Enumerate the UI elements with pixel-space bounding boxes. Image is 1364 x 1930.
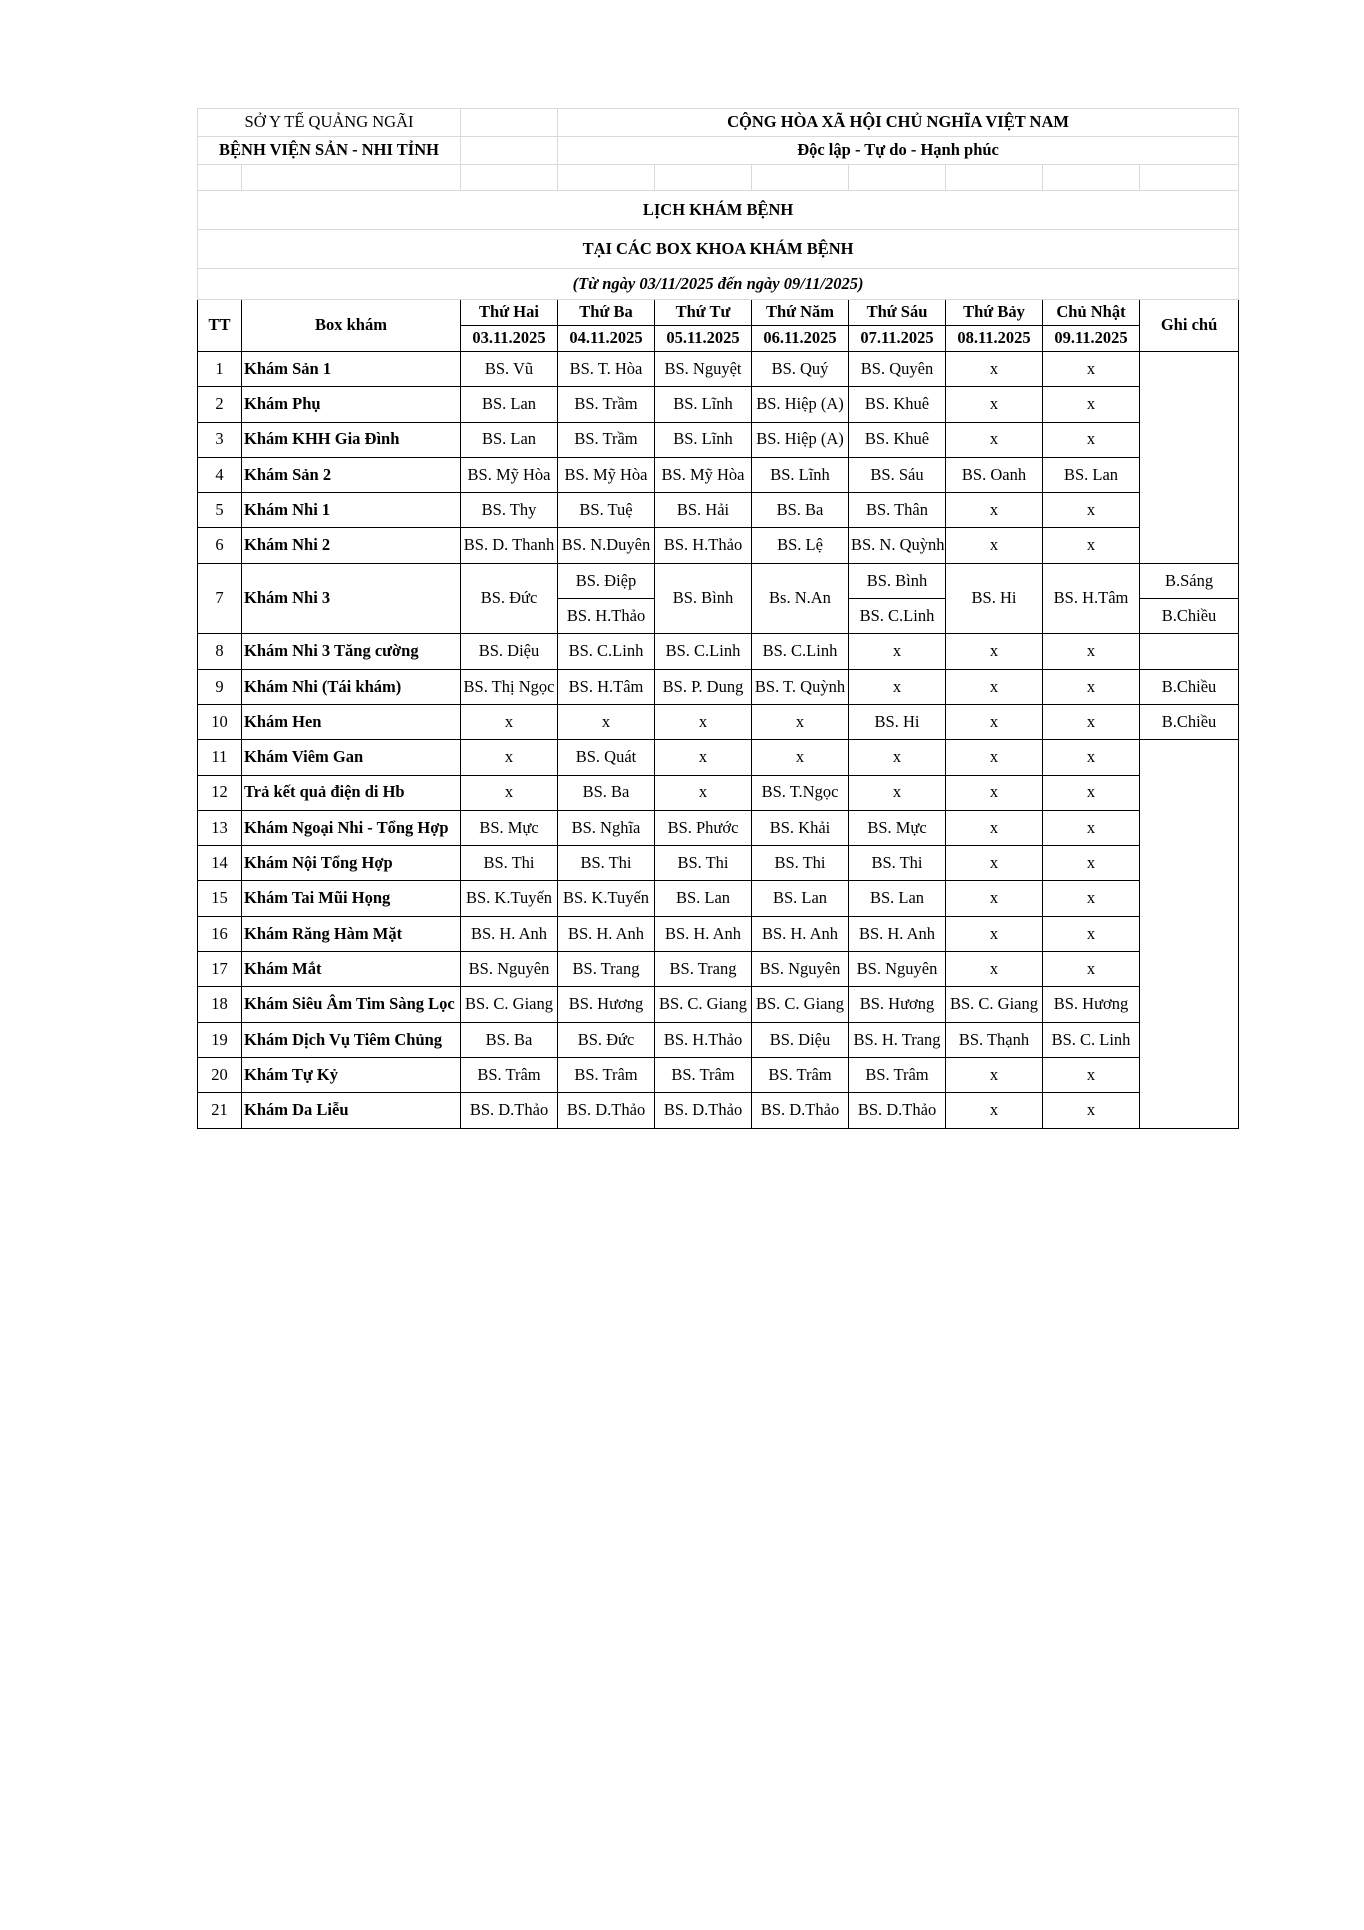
header-row-2	[198, 137, 1239, 165]
doctor-cell: x	[946, 669, 1043, 704]
national-motto: CỘNG HÒA XÃ HỘI CHỦ NGHĨA VIỆT NAM	[558, 109, 1239, 137]
table-row	[198, 1022, 1239, 1057]
doctor-cell: x	[946, 634, 1043, 669]
row-number: 9	[198, 669, 242, 704]
box-name: Khám Phụ	[242, 387, 461, 422]
doctor-cell: BS. Tuệ	[558, 493, 655, 528]
doctor-cell: BS. Quý	[752, 352, 849, 387]
row-number: 2	[198, 387, 242, 422]
col-header-box: Box khám	[242, 300, 461, 352]
doctor-cell: x	[1043, 952, 1140, 987]
doctor-cell: BS. D.Thảo	[849, 1093, 946, 1128]
box-name: Khám Hen	[242, 704, 461, 739]
note-cell	[1140, 1057, 1239, 1092]
doctor-cell: x	[1043, 846, 1140, 881]
col-header-day-date: 09.11.2025	[1043, 326, 1140, 352]
doctor-cell: BS. H.Thảo	[655, 528, 752, 563]
doctor-cell: BS. Phước	[655, 810, 752, 845]
doctor-cell: x	[461, 740, 558, 775]
col-header-day-name: Thứ Tư	[655, 300, 752, 326]
row-number: 5	[198, 493, 242, 528]
box-name: Khám Dịch Vụ Tiêm Chủng	[242, 1022, 461, 1057]
table-row	[198, 352, 1239, 387]
doctor-cell: x	[946, 352, 1043, 387]
note-cell: B.Chiều	[1140, 704, 1239, 739]
doctor-cell: BS. Thy	[461, 493, 558, 528]
doctor-cell: Bs. N.An	[752, 563, 849, 634]
table-row	[198, 846, 1239, 881]
doctor-cell: x	[461, 704, 558, 739]
doctor-cell: BS. Thị Ngọc	[461, 669, 558, 704]
row-number: 15	[198, 881, 242, 916]
doctor-cell: BS. Lan	[461, 387, 558, 422]
doctor-cell: BS. Ba	[558, 775, 655, 810]
col-header-note: Ghi chú	[1140, 300, 1239, 352]
doctor-cell: BS. Hiệp (A)	[752, 422, 849, 457]
doctor-cell: BS. Vũ	[461, 352, 558, 387]
doctor-cell: BS. N. Quỳnh	[849, 528, 946, 563]
doctor-cell: BS. Thi	[461, 846, 558, 881]
table-row	[198, 704, 1239, 739]
doctor-cell: BS. Ba	[752, 493, 849, 528]
col-header-day-date: 05.11.2025	[655, 326, 752, 352]
box-name: Khám Nhi 1	[242, 493, 461, 528]
doctor-cell: BS. D.Thảo	[655, 1093, 752, 1128]
doctor-cell: BS. Nguyên	[461, 952, 558, 987]
doctor-cell: x	[946, 422, 1043, 457]
doctor-cell: BS. Diệu	[461, 634, 558, 669]
doctor-cell: x	[946, 1057, 1043, 1092]
org-hospital: BỆNH VIỆN SẢN - NHI TỈNH	[198, 137, 461, 165]
table-row	[198, 669, 1239, 704]
note-cell	[1140, 740, 1239, 775]
row-number: 19	[198, 1022, 242, 1057]
row-number: 1	[198, 352, 242, 387]
doctor-cell: BS. Đức	[558, 1022, 655, 1057]
doctor-cell: BS. Lan	[752, 881, 849, 916]
doctor-cell-morning: BS. Điệp	[558, 563, 655, 598]
doctor-cell: BS. Sáu	[849, 457, 946, 492]
doctor-cell: x	[946, 1093, 1043, 1128]
doctor-cell: x	[1043, 422, 1140, 457]
doctor-cell: BS. C.Linh	[655, 634, 752, 669]
doctor-cell: BS. H. Anh	[849, 916, 946, 951]
header-row-1	[198, 109, 1239, 137]
schedule-sheet	[197, 108, 1239, 1129]
col-header-day-date: 06.11.2025	[752, 326, 849, 352]
doctor-cell: BS. Bình	[655, 563, 752, 634]
doctor-cell: BS. Khuê	[849, 422, 946, 457]
doctor-cell: BS. H. Anh	[461, 916, 558, 951]
table-row	[198, 528, 1239, 563]
col-header-day-name: Thứ Sáu	[849, 300, 946, 326]
table-row	[198, 810, 1239, 845]
note-cell	[1140, 1022, 1239, 1057]
doctor-cell: x	[558, 704, 655, 739]
doctor-cell: BS. H. Anh	[655, 916, 752, 951]
doctor-cell: BS. Trang	[558, 952, 655, 987]
table-row	[198, 493, 1239, 528]
row-number: 14	[198, 846, 242, 881]
doctor-cell: BS. Mỹ Hòa	[655, 457, 752, 492]
doctor-cell: x	[752, 704, 849, 739]
box-name: Trả kết quả điện di Hb	[242, 775, 461, 810]
box-name: Khám Da Liễu	[242, 1093, 461, 1128]
doctor-cell: BS. Thi	[655, 846, 752, 881]
doctor-cell: BS. Mỹ Hòa	[461, 457, 558, 492]
doctor-cell: BS. Trâm	[558, 1057, 655, 1092]
doctor-cell: x	[461, 775, 558, 810]
doctor-cell: x	[1043, 528, 1140, 563]
row-number: 7	[198, 563, 242, 634]
doctor-cell: BS. Diệu	[752, 1022, 849, 1057]
col-header-day-name: Chủ Nhật	[1043, 300, 1140, 326]
doctor-cell: BS. Nguyên	[752, 952, 849, 987]
doctor-cell: BS. Thạnh	[946, 1022, 1043, 1057]
spacer-row	[198, 165, 1239, 191]
doctor-cell: BS. Trầm	[558, 387, 655, 422]
box-name: Khám Nội Tổng Hợp	[242, 846, 461, 881]
doctor-cell: BS. P. Dung	[655, 669, 752, 704]
doctor-cell: BS. Hiệp (A)	[752, 387, 849, 422]
note-cell	[1140, 916, 1239, 951]
col-header-day-name: Thứ Hai	[461, 300, 558, 326]
doctor-cell: BS. Lan	[461, 422, 558, 457]
doctor-cell: BS. T. Quỳnh	[752, 669, 849, 704]
note-cell	[1140, 1093, 1239, 1128]
box-name: Khám Nhi 3	[242, 563, 461, 634]
note-cell	[1140, 881, 1239, 916]
doctor-cell: x	[946, 528, 1043, 563]
org-department: SỞ Y TẾ QUẢNG NGÃI	[198, 109, 461, 137]
doctor-cell: BS. Trâm	[752, 1057, 849, 1092]
doctor-cell: BS. D.Thảo	[558, 1093, 655, 1128]
doctor-cell: BS. Lĩnh	[655, 387, 752, 422]
row-number: 16	[198, 916, 242, 951]
box-name: Khám Nhi 2	[242, 528, 461, 563]
doctor-cell: BS. H.Tâm	[1043, 563, 1140, 634]
table-row	[198, 740, 1239, 775]
doctor-cell: x	[849, 669, 946, 704]
doctor-cell: BS. Trâm	[655, 1057, 752, 1092]
doctor-cell: x	[1043, 1093, 1140, 1128]
page-title: LỊCH KHÁM BỆNH	[198, 191, 1239, 230]
doctor-cell: BS. C. Giang	[946, 987, 1043, 1022]
doctor-cell: BS. Hải	[655, 493, 752, 528]
table-row	[198, 457, 1239, 492]
national-slogan: Độc lập - Tự do - Hạnh phúc	[558, 137, 1239, 165]
box-name: Khám Sản 1	[242, 352, 461, 387]
doctor-cell: BS. H. Trang	[849, 1022, 946, 1057]
doctor-cell: x	[849, 740, 946, 775]
box-name: Khám Viêm Gan	[242, 740, 461, 775]
doctor-cell: BS. C.Linh	[752, 634, 849, 669]
doctor-cell: BS. Lan	[1043, 457, 1140, 492]
box-name: Khám Tai Mũi Họng	[242, 881, 461, 916]
title-row	[198, 191, 1239, 230]
col-header-day-name: Thứ Năm	[752, 300, 849, 326]
doctor-cell: BS. Nguyên	[849, 952, 946, 987]
doctor-cell: x	[1043, 810, 1140, 845]
box-name: Khám KHH Gia Đình	[242, 422, 461, 457]
row-number: 10	[198, 704, 242, 739]
doctor-cell: BS. Nguyệt	[655, 352, 752, 387]
table-row	[198, 563, 1239, 598]
row-number: 3	[198, 422, 242, 457]
doctor-cell: BS. C.Linh	[558, 634, 655, 669]
doctor-cell: BS. C. Giang	[461, 987, 558, 1022]
note-cell	[1140, 352, 1239, 387]
col-header-day-date: 08.11.2025	[946, 326, 1043, 352]
doctor-cell: x	[946, 881, 1043, 916]
doctor-cell: BS. Mực	[461, 810, 558, 845]
doctor-cell: BS. H.Thảo	[655, 1022, 752, 1057]
table-row	[198, 422, 1239, 457]
doctor-cell: x	[849, 634, 946, 669]
note-cell	[1140, 634, 1239, 669]
doctor-cell: x	[946, 775, 1043, 810]
doctor-cell: x	[1043, 387, 1140, 422]
row-number: 17	[198, 952, 242, 987]
doctor-cell: BS. Quyên	[849, 352, 946, 387]
doctor-cell: BS. Thi	[558, 846, 655, 881]
doctor-cell: x	[946, 493, 1043, 528]
doctor-cell: x	[946, 704, 1043, 739]
row-number: 12	[198, 775, 242, 810]
box-name: Khám Sản 2	[242, 457, 461, 492]
table-row	[198, 1057, 1239, 1092]
page-subtitle: TẠI CÁC BOX KHOA KHÁM BỆNH	[198, 230, 1239, 269]
doctor-cell: x	[1043, 634, 1140, 669]
col-header-day-name: Thứ Ba	[558, 300, 655, 326]
doctor-cell: BS. Trầm	[558, 422, 655, 457]
box-name: Khám Mắt	[242, 952, 461, 987]
col-header-tt: TT	[198, 300, 242, 352]
date-range-row	[198, 269, 1239, 300]
note-cell	[1140, 952, 1239, 987]
doctor-cell: BS. H. Anh	[558, 916, 655, 951]
doctor-cell: BS. Đức	[461, 563, 558, 634]
date-range: (Từ ngày 03/11/2025 đến ngày 09/11/2025)	[198, 269, 1239, 300]
col-header-day-date: 03.11.2025	[461, 326, 558, 352]
subtitle-row	[198, 230, 1239, 269]
doctor-cell: x	[1043, 916, 1140, 951]
doctor-cell: BS. D.Thảo	[461, 1093, 558, 1128]
note-morning: B.Sáng	[1140, 563, 1239, 598]
doctor-cell: BS. Oanh	[946, 457, 1043, 492]
table-row	[198, 881, 1239, 916]
table-row	[198, 1093, 1239, 1128]
doctor-cell: BS. Lan	[849, 881, 946, 916]
row-number: 18	[198, 987, 242, 1022]
note-afternoon: B.Chiều	[1140, 599, 1239, 634]
row-number: 11	[198, 740, 242, 775]
doctor-cell: BS. Trâm	[461, 1057, 558, 1092]
col-header-day-date: 07.11.2025	[849, 326, 946, 352]
doctor-cell: BS. Lệ	[752, 528, 849, 563]
doctor-cell: x	[946, 952, 1043, 987]
note-cell	[1140, 387, 1239, 422]
row-number: 21	[198, 1093, 242, 1128]
doctor-cell: x	[946, 387, 1043, 422]
box-name: Khám Tự Kỷ	[242, 1057, 461, 1092]
table-row	[198, 987, 1239, 1022]
box-name: Khám Nhi 3 Tăng cường	[242, 634, 461, 669]
doctor-cell: x	[946, 810, 1043, 845]
doctor-cell: BS. Thi	[752, 846, 849, 881]
column-header-row-1	[198, 300, 1239, 326]
doctor-cell: BS. Quát	[558, 740, 655, 775]
note-cell	[1140, 775, 1239, 810]
doctor-cell: BS. Hương	[558, 987, 655, 1022]
row-number: 4	[198, 457, 242, 492]
doctor-cell: BS. Hi	[849, 704, 946, 739]
doctor-cell: x	[655, 740, 752, 775]
doctor-cell: BS. Nghĩa	[558, 810, 655, 845]
row-number: 20	[198, 1057, 242, 1092]
doctor-cell: BS. N.Duyên	[558, 528, 655, 563]
doctor-cell-afternoon: BS. C.Linh	[849, 599, 946, 634]
box-name: Khám Ngoại Nhi - Tổng Hợp	[242, 810, 461, 845]
doctor-cell: x	[946, 916, 1043, 951]
doctor-cell: x	[1043, 352, 1140, 387]
note-cell	[1140, 810, 1239, 845]
row-number: 6	[198, 528, 242, 563]
box-name: Khám Răng Hàm Mặt	[242, 916, 461, 951]
row-number: 8	[198, 634, 242, 669]
doctor-cell: x	[752, 740, 849, 775]
table-row	[198, 916, 1239, 951]
doctor-cell: BS. D.Thảo	[752, 1093, 849, 1128]
doctor-cell: BS. Thân	[849, 493, 946, 528]
col-header-day-name: Thứ Bảy	[946, 300, 1043, 326]
doctor-cell: BS. K.Tuyến	[461, 881, 558, 916]
doctor-cell: x	[655, 775, 752, 810]
doctor-cell: BS. T.Ngọc	[752, 775, 849, 810]
doctor-cell: BS. Hương	[1043, 987, 1140, 1022]
doctor-cell: BS. T. Hòa	[558, 352, 655, 387]
box-name: Khám Siêu Âm Tim Sàng Lọc	[242, 987, 461, 1022]
doctor-cell: x	[1043, 1057, 1140, 1092]
doctor-cell: x	[1043, 704, 1140, 739]
doctor-cell-afternoon: BS. H.Thảo	[558, 599, 655, 634]
row-number: 13	[198, 810, 242, 845]
doctor-cell: BS. Lĩnh	[655, 422, 752, 457]
table-row	[198, 952, 1239, 987]
table-row	[198, 634, 1239, 669]
table-row	[198, 775, 1239, 810]
doctor-cell: BS. Khải	[752, 810, 849, 845]
note-cell	[1140, 422, 1239, 457]
note-cell	[1140, 457, 1239, 492]
doctor-cell-morning: BS. Bình	[849, 563, 946, 598]
note-cell	[1140, 528, 1239, 563]
col-header-day-date: 04.11.2025	[558, 326, 655, 352]
note-cell: B.Chiều	[1140, 669, 1239, 704]
doctor-cell: x	[1043, 669, 1140, 704]
doctor-cell: BS. Thi	[849, 846, 946, 881]
doctor-cell: BS. Trâm	[849, 1057, 946, 1092]
doctor-cell: BS. Mỹ Hòa	[558, 457, 655, 492]
doctor-cell: x	[1043, 493, 1140, 528]
doctor-cell: BS. C. Giang	[655, 987, 752, 1022]
table-row	[198, 387, 1239, 422]
note-cell	[1140, 493, 1239, 528]
doctor-cell: BS. Lĩnh	[752, 457, 849, 492]
doctor-cell: BS. C. Linh	[1043, 1022, 1140, 1057]
doctor-cell: x	[655, 704, 752, 739]
doctor-cell: BS. Trang	[655, 952, 752, 987]
note-cell	[1140, 846, 1239, 881]
doctor-cell: x	[1043, 881, 1140, 916]
doctor-cell: BS. Hi	[946, 563, 1043, 634]
doctor-cell: BS. Ba	[461, 1022, 558, 1057]
doctor-cell: BS. D. Thanh	[461, 528, 558, 563]
note-cell	[1140, 987, 1239, 1022]
box-name: Khám Nhi (Tái khám)	[242, 669, 461, 704]
doctor-cell: BS. H. Anh	[752, 916, 849, 951]
doctor-cell: x	[946, 740, 1043, 775]
doctor-cell: BS. K.Tuyến	[558, 881, 655, 916]
doctor-cell: x	[946, 846, 1043, 881]
doctor-cell: BS. C. Giang	[752, 987, 849, 1022]
doctor-cell: BS. Khuê	[849, 387, 946, 422]
doctor-cell: BS. Mực	[849, 810, 946, 845]
doctor-cell: BS. Lan	[655, 881, 752, 916]
doctor-cell: BS. Hương	[849, 987, 946, 1022]
doctor-cell: x	[849, 775, 946, 810]
doctor-cell: x	[1043, 740, 1140, 775]
doctor-cell: BS. H.Tâm	[558, 669, 655, 704]
doctor-cell: x	[1043, 775, 1140, 810]
